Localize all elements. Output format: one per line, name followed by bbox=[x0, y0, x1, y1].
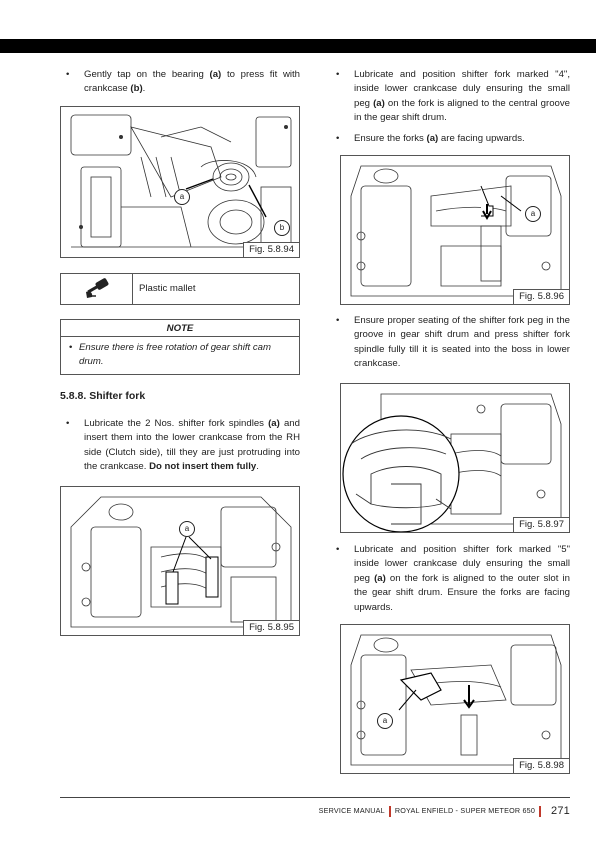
footer-separator bbox=[539, 806, 541, 817]
callout-a: a bbox=[525, 206, 541, 222]
left-column-lower bbox=[60, 417, 300, 481]
instruction-bearing: • Gently tap on the bearing (a) to press fit with crankcase (b). bbox=[60, 68, 300, 97]
fork-4-illustration bbox=[341, 156, 570, 305]
footer bbox=[319, 803, 570, 820]
tool-table bbox=[60, 273, 300, 305]
figure-5-8-95 bbox=[60, 486, 300, 636]
instruction-seating: • Ensure proper seating of the shifter fork peg in the groove in gear shift drum and press shifter fork spindle fully till it is seated into the boss in lower crankcase. bbox=[330, 314, 570, 372]
left-column bbox=[60, 68, 300, 103]
note-title: NOTE bbox=[61, 320, 299, 337]
spindles-illustration bbox=[61, 487, 300, 636]
figure-caption: Fig. 5.8.94 bbox=[243, 242, 299, 257]
footer-model: ROYAL ENFIELD - SUPER METEOR 650 bbox=[394, 805, 536, 815]
instruction-spindles: • Lubricate the 2 Nos. shifter fork spindles (a) and insert them into the lower crankcase from the RH side (Clutch side), till they are just protruding into the crankcase. Do not insert them fully. bbox=[60, 417, 300, 475]
bearing-illustration bbox=[61, 107, 300, 258]
page-number: 271 bbox=[551, 805, 570, 817]
figure-5-8-96 bbox=[340, 155, 570, 305]
mallet-icon bbox=[84, 278, 110, 300]
seating-illustration bbox=[341, 384, 570, 533]
right-column-mid bbox=[330, 314, 570, 378]
figure-5-8-97 bbox=[340, 383, 570, 533]
instruction-forks-up: • Ensure the forks (a) are facing upwards. bbox=[330, 132, 570, 146]
footer-rule bbox=[60, 797, 570, 798]
section-title: 5.8.8. Shifter fork bbox=[60, 390, 146, 402]
tool-label: Plastic mallet bbox=[139, 282, 196, 294]
footer-separator bbox=[389, 806, 391, 817]
note-box bbox=[60, 319, 300, 375]
figure-caption: Fig. 5.8.96 bbox=[513, 289, 569, 304]
footer-manual: SERVICE MANUAL bbox=[318, 805, 385, 815]
figure-5-8-94 bbox=[60, 106, 300, 258]
callout-a: a bbox=[179, 521, 195, 537]
callout-b: b bbox=[274, 220, 290, 236]
tool-icon-cell bbox=[61, 274, 133, 304]
header-bar bbox=[0, 39, 596, 53]
callout-a: a bbox=[377, 713, 393, 729]
callout-a: a bbox=[174, 189, 190, 205]
fork-5-illustration bbox=[341, 625, 570, 774]
figure-caption: Fig. 5.8.98 bbox=[513, 758, 569, 773]
figure-caption: Fig. 5.8.97 bbox=[513, 517, 569, 532]
instruction-fork-5: • Lubricate and position shifter fork marked "5" inside lower crankcase duly ensuring the small peg (a) on the fork is aligned to the outer slot in the gear shift drum. Ensure the forks are facing upwards. bbox=[330, 543, 570, 615]
note-text: • Ensure there is free rotation of gear shift cam drum. bbox=[61, 337, 299, 369]
instruction-fork-4: • Lubricate and position shifter fork marked "4", inside lower crankcase duly ensuring the small peg (a) on the fork is aligned to the central groove in the gear shift drum. bbox=[330, 68, 570, 126]
figure-caption: Fig. 5.8.95 bbox=[243, 620, 299, 635]
right-column-lower bbox=[330, 543, 570, 621]
figure-5-8-98 bbox=[340, 624, 570, 774]
right-column bbox=[330, 68, 570, 152]
